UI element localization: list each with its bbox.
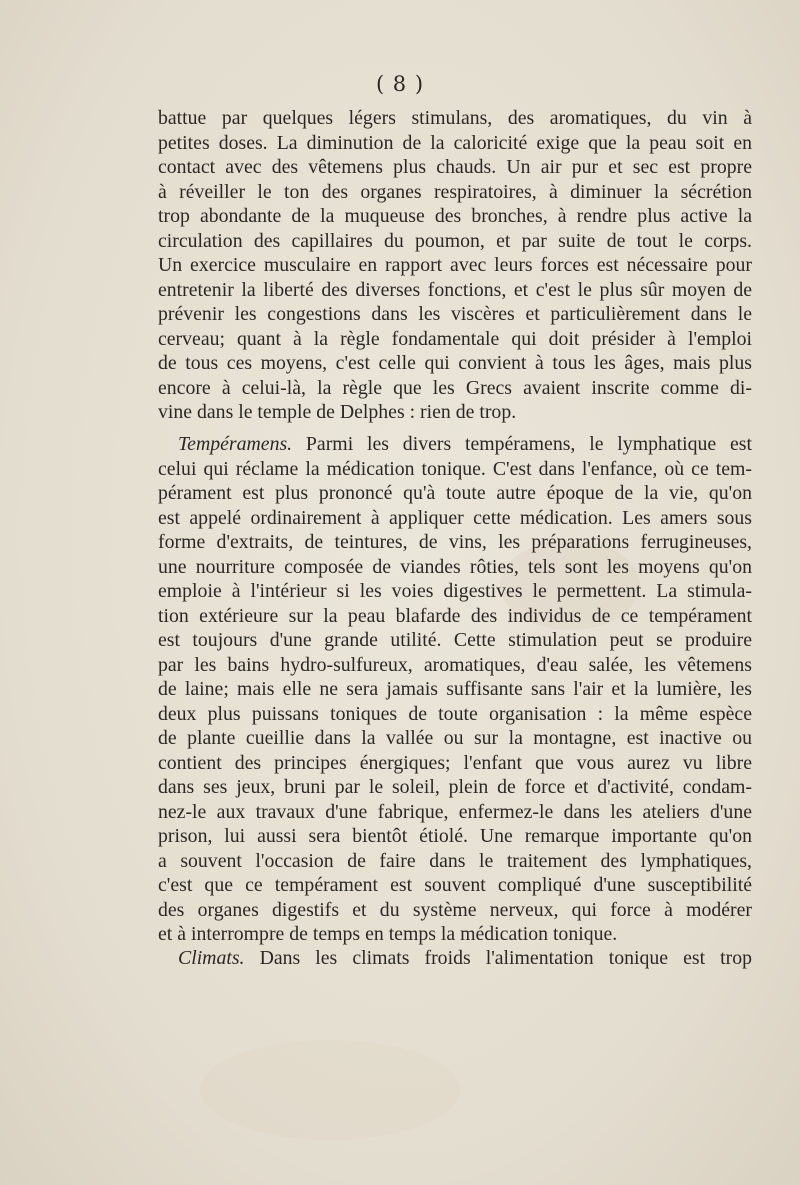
text-line: de laine; mais elle ne sera jamais suffisante sans l'air et la lumière, les — [158, 678, 752, 700]
section-heading-climats: Climats. — [178, 947, 245, 969]
text-line: petites doses. La diminution de la caloricité exige que la peau soit en — [158, 131, 752, 154]
text-run: Parmi les divers tempéramens, le lymphatique est — [292, 433, 752, 455]
text-line: entretenir la liberté des diverses fonctions, et c'est le plus sûr moyen de — [158, 278, 752, 301]
text-line: encore à celui-là, la règle que les Grecs avaient inscrite comme di- — [158, 376, 752, 399]
text-line: de tous ces moyens, c'est celle qui convient à tous les âges, mais plus — [158, 352, 752, 374]
text-line: nez-le aux travaux d'une fabrique, enfermez-le dans les ateliers d'une — [158, 800, 752, 823]
text-line: emploie à l'intérieur si les voies digestives le permettent. La stimula- — [158, 580, 752, 602]
text-line: prévenir les congestions dans les viscères et particulièrement dans le — [158, 303, 752, 325]
text-line: c'est que ce tempérament est souvent compliqué d'une susceptibilité — [158, 874, 752, 896]
text-line: contient des principes énergiques; l'enfant que vous aurez vu libre — [158, 751, 752, 774]
paragraph-2 — [158, 432, 752, 947]
text-line: est toujours d'une grande utilité. Cette stimulation peut se produire — [158, 629, 752, 651]
text-line: tion extérieure sur la peau blafarde des individus de ce tempérament — [158, 604, 752, 627]
text-line: forme d'extraits, de teintures, de vins, les préparations ferrugineuses, — [158, 531, 752, 553]
text-line: celui qui réclame la médication tonique. C'est dans l'enfance, où ce tem- — [158, 457, 752, 480]
text-line: par les bains hydro-sulfureux, aromatiques, d'eau salée, les vêtemens — [158, 653, 752, 676]
text-line: des organes digestifs et du système nerveux, qui force à modérer — [158, 898, 752, 921]
text-run: Dans les climats froids l'alimentation tonique est trop — [244, 947, 752, 969]
text-line: prison, lui aussi sera bientôt étiolé. Une remarque importante qu'on — [158, 825, 752, 847]
text-line: pérament est plus prononcé qu'à toute autre époque de la vie, qu'on — [158, 482, 752, 504]
text-line: à réveiller le ton des organes respiratoires, à diminuer la sécrétion — [158, 180, 752, 203]
text-line: trop abondante de la muqueuse des bronches, à rendre plus active la — [158, 205, 752, 227]
page-number: ( 8 ) — [375, 72, 425, 96]
paragraph-3 — [158, 946, 752, 971]
text-line: cerveau; quant à la règle fondamentale qui doit présider à l'emploi — [158, 327, 752, 350]
text-line: de plante cueillie dans la vallée ou sur la montagne, est inactive ou — [158, 727, 752, 749]
text-line: Un exercice musculaire en rapport avec leurs forces est nécessaire pour — [158, 254, 752, 276]
text-line: circulation des capillaires du poumon, et par suite de tout le corps. — [158, 229, 752, 252]
text-line: une nourriture composée de viandes rôties, tels sont les moyens qu'on — [158, 555, 752, 578]
text-line: vine dans le temple de Delphes : rien de trop. — [158, 401, 517, 423]
paper-stain — [200, 1040, 460, 1140]
text-line: contact avec des vêtemens plus chauds. Un air pur et sec est propre — [158, 156, 752, 178]
paragraph-1 — [158, 106, 752, 425]
text-line: deux plus puissans toniques de toute organisation : la même espèce — [158, 702, 752, 725]
section-heading-temperamens: Tempéramens. — [178, 433, 293, 455]
text-line: a souvent l'occasion de faire dans le traitement des lymphatiques, — [158, 849, 752, 872]
text-line: battue par quelques légers stimulans, des aromatiques, du vin à — [158, 107, 752, 129]
text-line: et à interrompre de temps en temps la médication tonique. — [158, 923, 618, 945]
text-line: dans ses jeux, bruni par le soleil, plein de force et d'activité, condam- — [158, 776, 752, 798]
text-line: est appelé ordinairement à appliquer cette médication. Les amers sous — [158, 506, 752, 529]
text-line — [158, 946, 752, 971]
text-line — [158, 432, 752, 457]
